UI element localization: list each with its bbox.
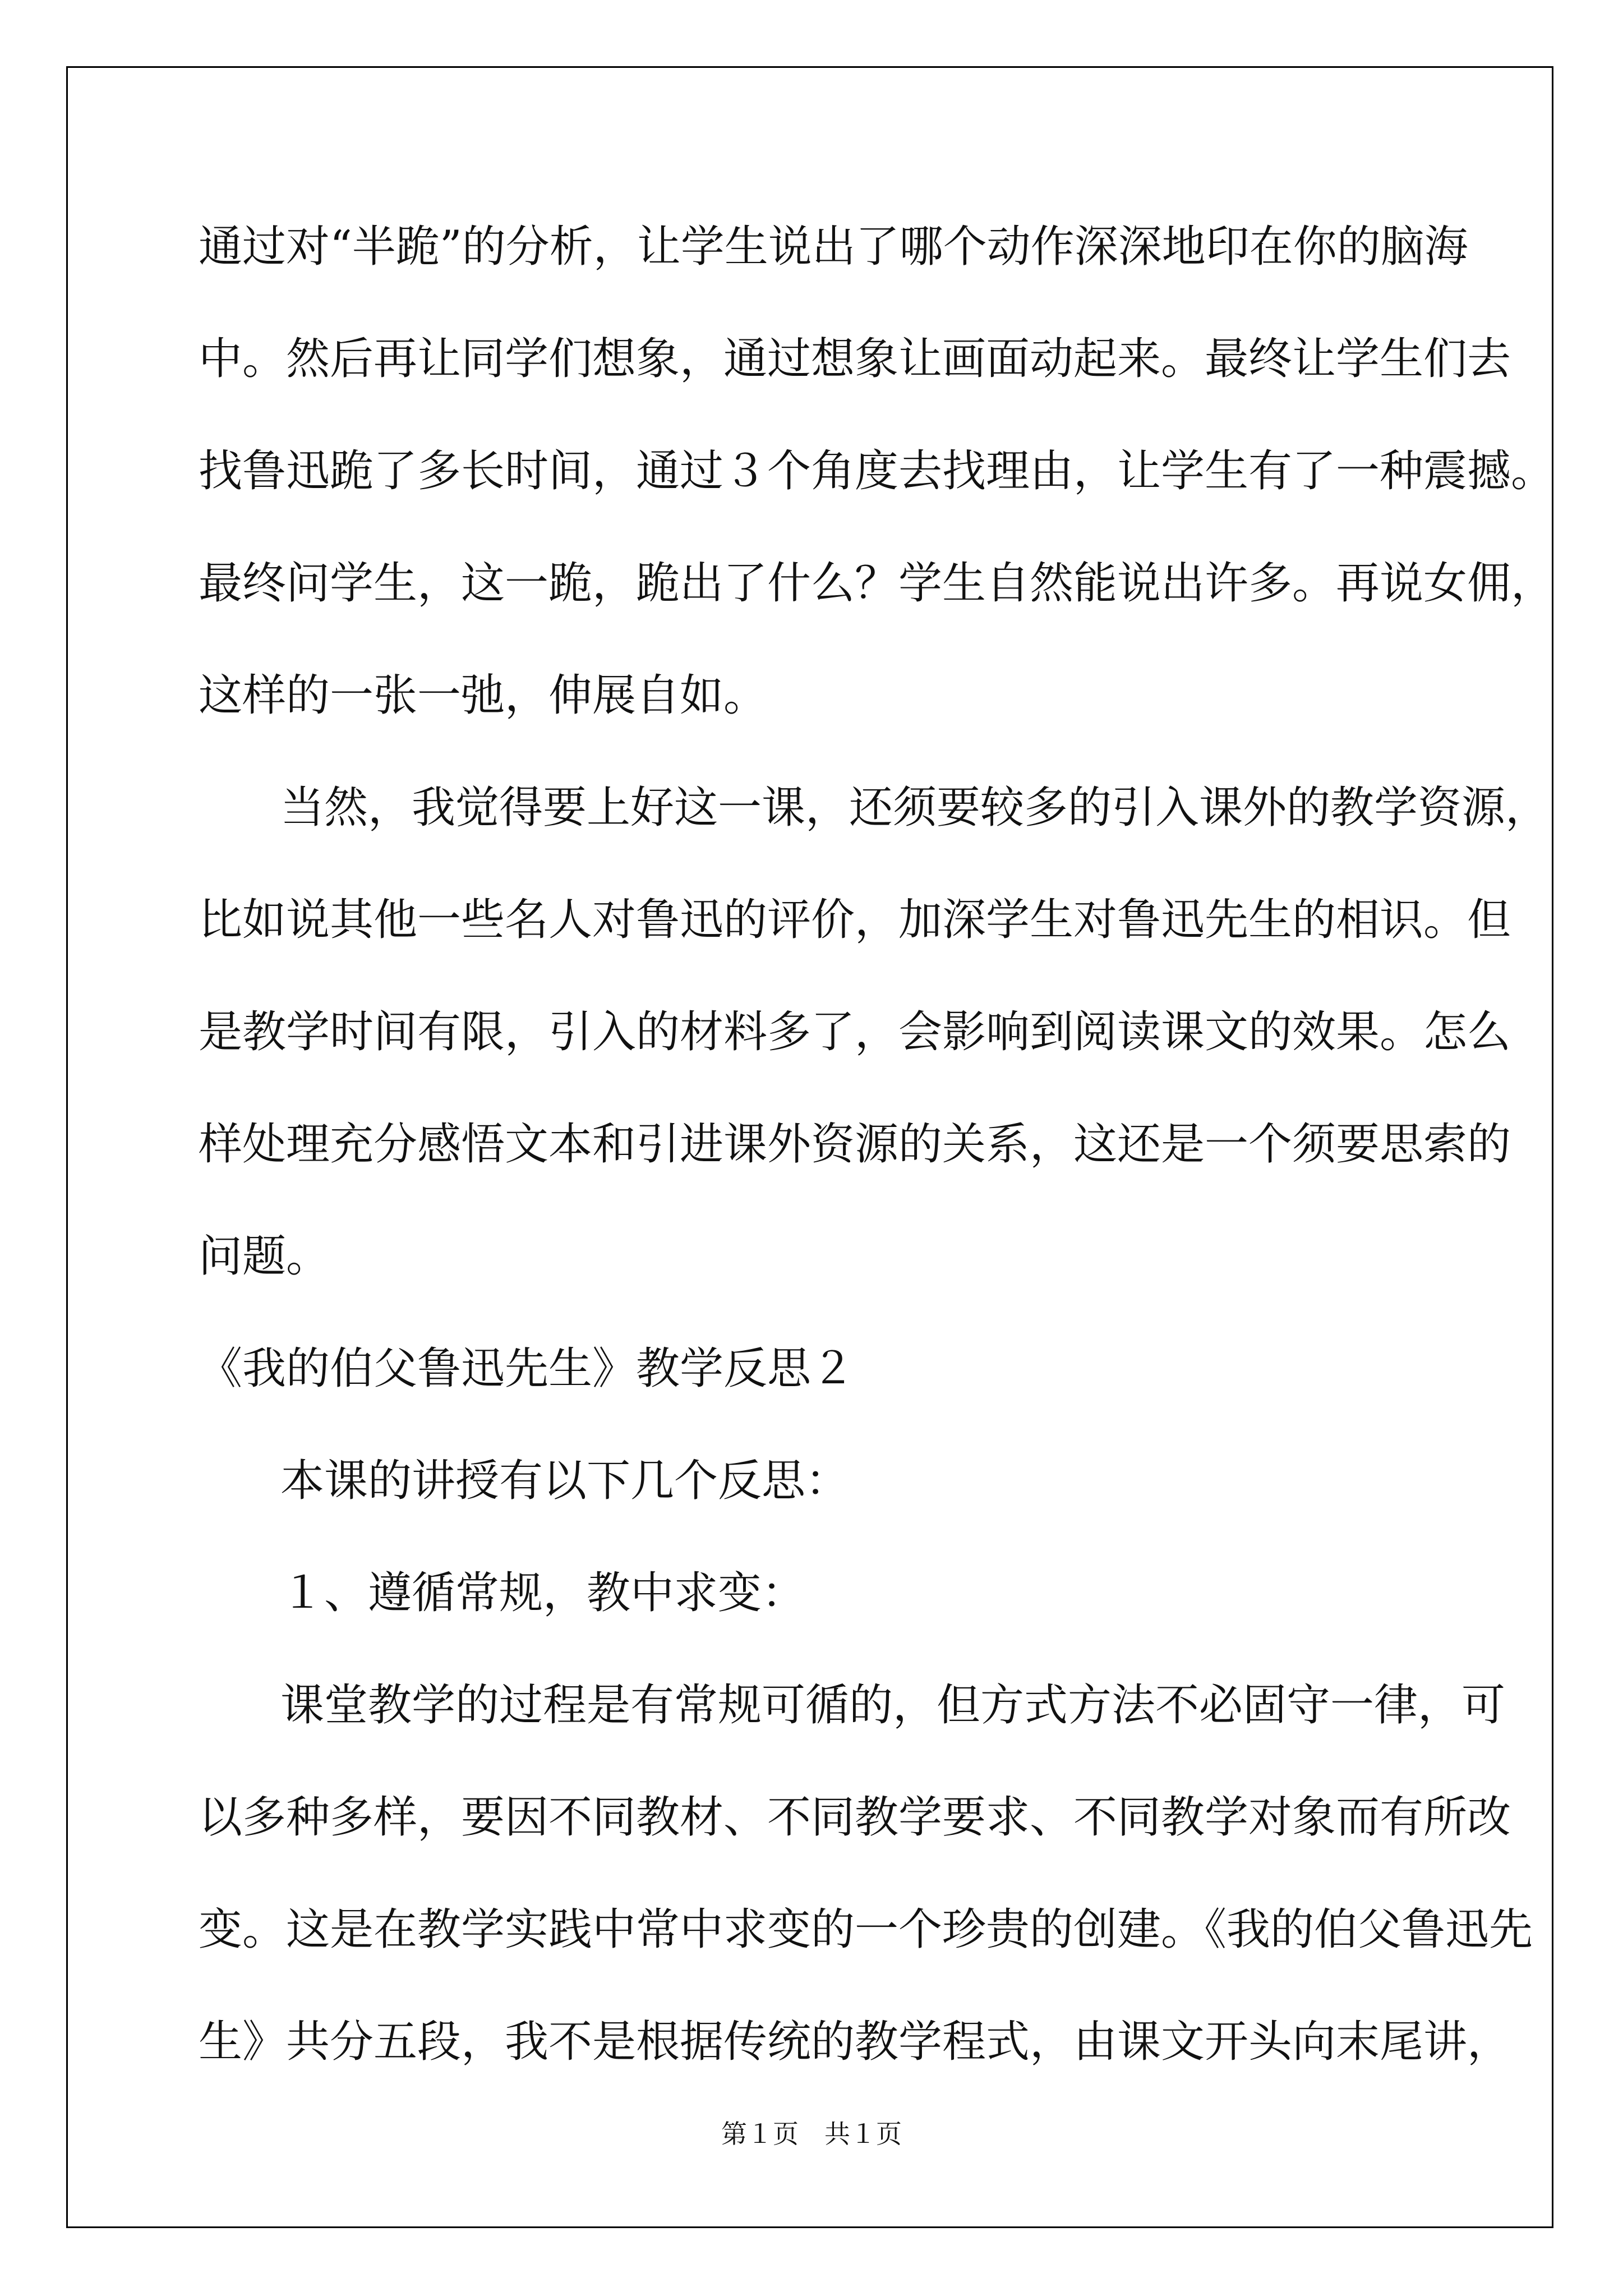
text-line: 通过对“半跪”的分析，让学生说出了哪个动作深深地印在你的脑海	[199, 222, 1468, 272]
text-line: １、遵循常规，教中求变：	[280, 1568, 806, 1618]
text-line: 是教学时间有限，引入的材料多了，会影响到阅读课文的效果。怎么	[199, 1007, 1511, 1057]
text-line: 生》共分五段，我不是根据传统的教学程式，由课文开头向末尾讲，	[199, 2017, 1511, 2067]
text-line: 变。这是在教学实践中常中求变的一个珍贵的创建。《我的伯父鲁迅先	[199, 1904, 1533, 1955]
text-line: 以多种多样，要因不同教材、不同教学要求、不同教学对象而有所改	[199, 1792, 1511, 1843]
text-line: 样处理充分感悟文本和引进课外资源的关系，这还是一个须要思索的	[199, 1119, 1511, 1170]
page-footer: 第１页 共１页	[721, 2119, 902, 2149]
section-heading: 《我的伯父鲁迅先生》教学反思２	[199, 1343, 855, 1394]
text-line: 找鲁迅跪了多长时间，通过３个角度去找理由，让学生有了一种震撼。	[199, 446, 1555, 496]
text-line: 中。然后再让同学们想象，通过想象让画面动起来。最终让学生们去	[199, 334, 1511, 384]
text-line: 这样的一张一弛，伸展自如。	[199, 670, 768, 721]
text-line: 课堂教学的过程是有常规可循的，但方式方法不必固守一律，可	[280, 1680, 1506, 1731]
text-line: 最终问学生，这一跪，跪出了什么？学生自然能说出许多。再说女佣，	[199, 558, 1555, 609]
text-line: 问题。	[199, 1231, 330, 1282]
text-line: 本课的讲授有以下几个反思：	[280, 1456, 850, 1506]
text-line: 当然，我觉得要上好这一课，还须要较多的引入课外的教学资源，	[280, 783, 1550, 833]
text-line: 比如说其他一些名人对鲁迅的评价，加深学生对鲁迅先生的相识。但	[199, 895, 1511, 945]
